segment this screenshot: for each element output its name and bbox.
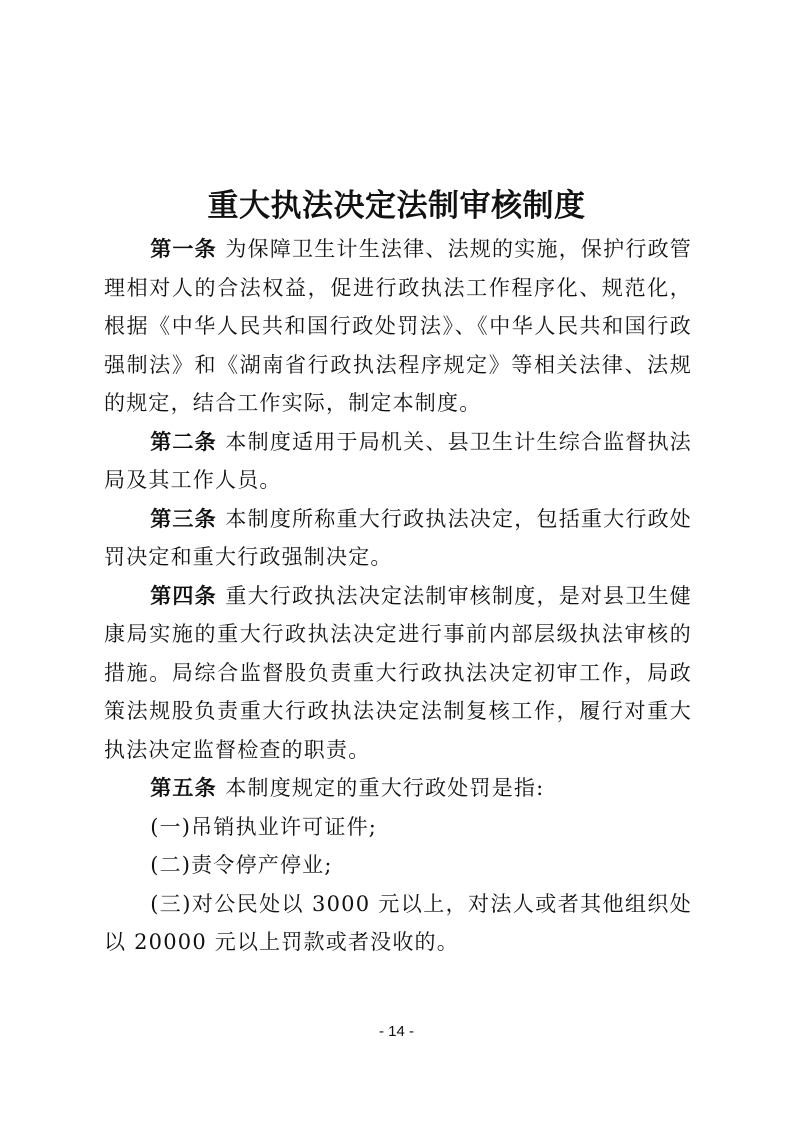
- article-1: [104, 230, 692, 423]
- article-4: [104, 577, 692, 770]
- list-item: (一)吊销执业许可证件;: [150, 814, 378, 839]
- article-label: 第二条: [150, 429, 217, 454]
- article-5: [104, 769, 692, 808]
- article-text: 本制度适用于局机关、县卫生计生综合监督执法局及其工作人员。: [104, 429, 692, 492]
- document-body: [104, 230, 692, 962]
- list-item: (三)对公民处以 3000 元以上，对法人或者其他组织处以 20000 元以上罚款或者没收的。: [104, 891, 692, 954]
- article-label: 第四条: [150, 583, 217, 608]
- article-text: 重大行政执法决定法制审核制度，是对县卫生健康局实施的重大行政执法决定进行事前内部层级执法审核的措施。局综合监督股负责重大行政执法决定初审工作，局政策法规股负责重大行政执法决定法制复核工作，履行对重大执法决定监督检查的职责。: [104, 583, 692, 762]
- article-3: [104, 500, 692, 577]
- article-text: 本制度所称重大行政执法决定，包括重大行政处罚决定和重大行政强制决定。: [104, 506, 692, 569]
- article-text: 为保障卫生计生法律、法规的实施，保护行政管理相对人的合法权益，促进行政执法工作程序化、规范化，根据《中华人民共和国行政处罚法》、《中华人民共和国行政强制法》和《湖南省行政执法程序规定》等相关法律、法规的规定，结合工作实际，制定本制度。: [104, 237, 692, 415]
- article-2: [104, 423, 692, 500]
- article-label: 第三条: [150, 506, 217, 531]
- list-item: (二)责令停产停业;: [150, 853, 333, 877]
- document-title: 重大执法决定法制审核制度: [207, 188, 586, 224]
- article-text: 本制度规定的重大行政处罚是指:: [225, 776, 545, 800]
- page-number: - 14 -: [378, 1023, 414, 1040]
- article-label: 第一条: [150, 237, 217, 261]
- article-label: 第五条: [150, 776, 217, 800]
